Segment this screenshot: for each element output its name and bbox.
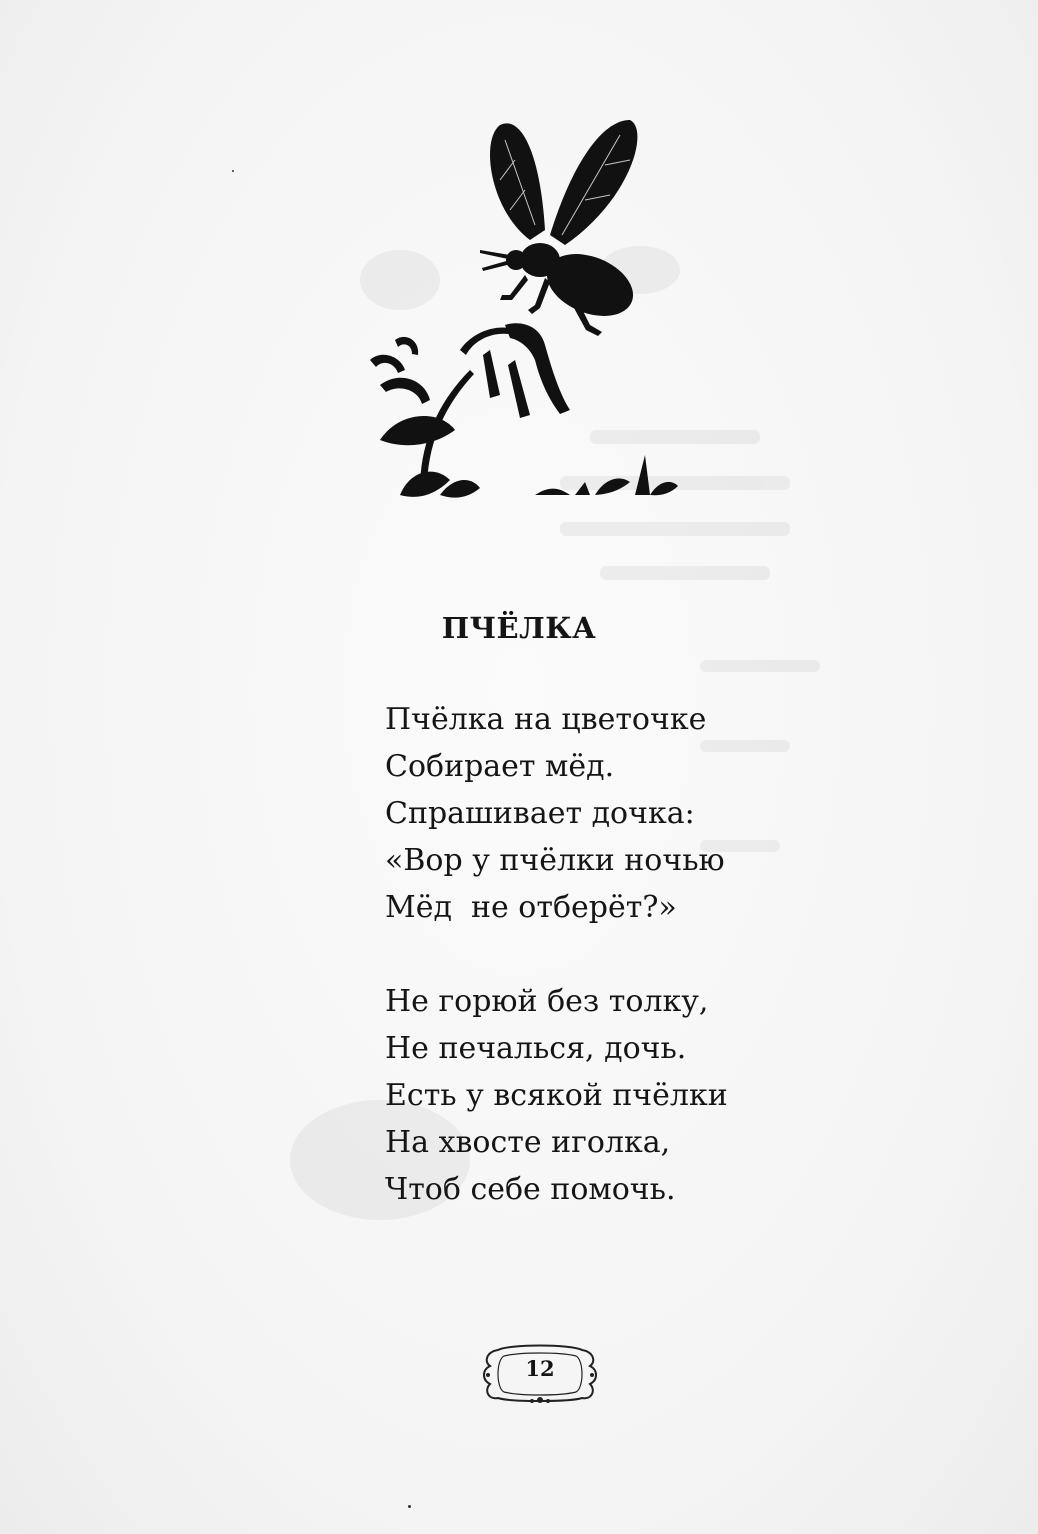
poem-line: Собирает мёд. xyxy=(385,749,615,784)
paper-speck xyxy=(232,170,234,172)
page-number: 12 xyxy=(525,1356,555,1381)
stanza-2 xyxy=(385,978,728,1213)
poem-line: Пчёлка на цветочке xyxy=(385,702,707,737)
bee-and-flower-silhouette-icon xyxy=(340,110,700,510)
poem-line: Спрашивает дочка: xyxy=(385,796,695,831)
poem-line: На хвосте иголка, xyxy=(385,1125,671,1160)
poem-line: Не горюй без толку, xyxy=(385,984,709,1019)
poem-body xyxy=(385,696,728,1213)
poem-line: Мёд не отберёт?» xyxy=(385,890,677,925)
paper-speck xyxy=(408,1505,411,1508)
poem-line: «Вор у пчёлки ночью xyxy=(385,843,725,878)
page-number-ornament xyxy=(480,1340,600,1406)
poem-line: Чтоб себе помочь. xyxy=(385,1172,676,1207)
poem-line: Есть у всякой пчёлки xyxy=(385,1078,728,1113)
poem-line: Не печалься, дочь. xyxy=(385,1031,687,1066)
poem-title: ПЧЁЛКА xyxy=(441,611,597,645)
stanza-1 xyxy=(385,696,728,931)
